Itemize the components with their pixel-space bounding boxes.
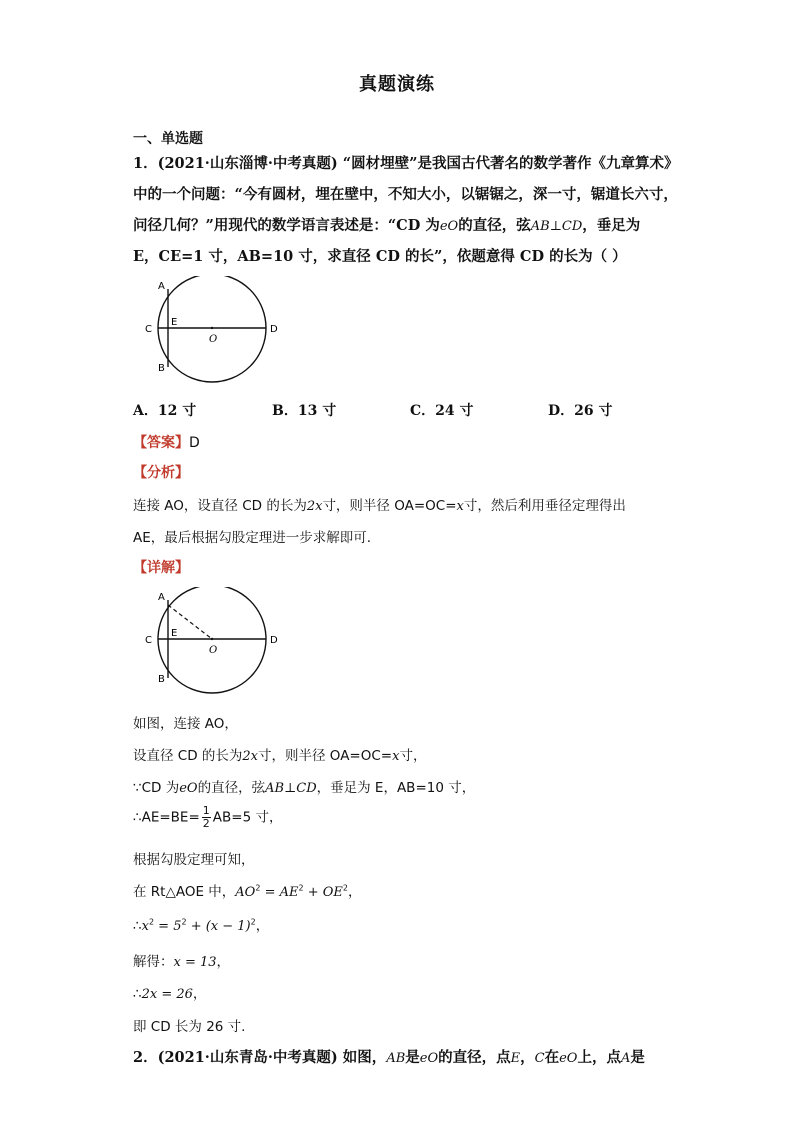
label-o: O [209, 334, 218, 345]
question-1-line-1: 1．(2021·山东淄博·中考真题) “圆材埋壁”是我国古代著名的数学著作《九章算术》 [133, 155, 679, 172]
option-d[interactable]: D．26 寸 [548, 403, 613, 419]
label-c-2: C [145, 635, 152, 646]
detail-step-3: ∵CD 为eO的直径，弦AB⊥CD，垂足为 E，AB=10 寸， [133, 780, 476, 796]
detail-step-8: 解得：x = 13， [133, 954, 231, 970]
detail-step-5: 根据勾股定理可知， [133, 852, 255, 868]
label-b-2: B [158, 674, 165, 685]
label-e: E [171, 317, 178, 328]
detail-step-9: ∴2x = 26， [133, 986, 207, 1002]
label-o-2: O [209, 645, 218, 656]
fraction-one-half: $\frac{1}{2}$ [202, 804, 210, 830]
option-c[interactable]: C．24 寸 [410, 403, 474, 419]
analysis-label: 【分析】 [133, 465, 189, 481]
question-1-line-2: 中的一个问题：“今有圆材，埋在壁中，不知大小，以锯锯之，深一寸，锯道长六寸， [133, 186, 678, 203]
label-c: C [145, 324, 152, 335]
question-1-line-3: 问径几何？”用现代的数学语言表述是：“CD 为eO的直径，弦AB⊥CD，垂足为 [133, 217, 641, 234]
detail-label: 【详解】 [133, 560, 189, 576]
detail-step-6: 在 Rt△AOE 中，$AO^2 = AE^2 + OE^2$， [133, 883, 362, 900]
detail-step-2: 设直径 CD 的长为2x寸，则半径 OA=OC=x寸， [133, 748, 427, 764]
page-title: 真题演练 [359, 74, 435, 95]
section-heading: 一、单选题 [133, 131, 203, 147]
detail-step-4: ∴AE=BE= $\frac{1}{2}$ AB=5 寸， [133, 804, 283, 830]
question-1-line-4: E，CE=1 寸，AB=10 寸，求直径 CD 的长”，依题意得 CD 的长为（ ） [133, 248, 627, 265]
label-d: D [270, 324, 278, 335]
detail-step-10: 即 CD 长为 26 寸. [133, 1019, 246, 1035]
circle-figure-1 [133, 276, 293, 386]
analysis-line-2: AE，最后根据勾股定理进一步求解即可. [133, 530, 372, 546]
detail-step-7: $\therefore x^2 = 5^2 + (x - 1)^2$， [133, 917, 270, 934]
label-b: B [158, 363, 165, 374]
label-d-2: D [270, 635, 278, 646]
label-a: A [158, 281, 165, 292]
circle-figure-2 [133, 587, 293, 697]
question-2-line-1: 2．(2021·山东青岛·中考真题) 如图，AB是eO的直径，点E，C在eO上，点A是 [133, 1049, 645, 1066]
label-e-2: E [171, 628, 178, 639]
answer-row: 【答案】D [133, 435, 200, 451]
label-a-2: A [158, 592, 165, 603]
detail-step-1: 如图，连接 AO， [133, 716, 238, 732]
option-b[interactable]: B．13 寸 [272, 403, 337, 419]
analysis-line-1: 连接 AO，设直径 CD 的长为2x寸，则半径 OA=OC=x寸，然后利用垂径定理得出 [133, 498, 626, 514]
option-a[interactable]: A．12 寸 [133, 403, 197, 419]
